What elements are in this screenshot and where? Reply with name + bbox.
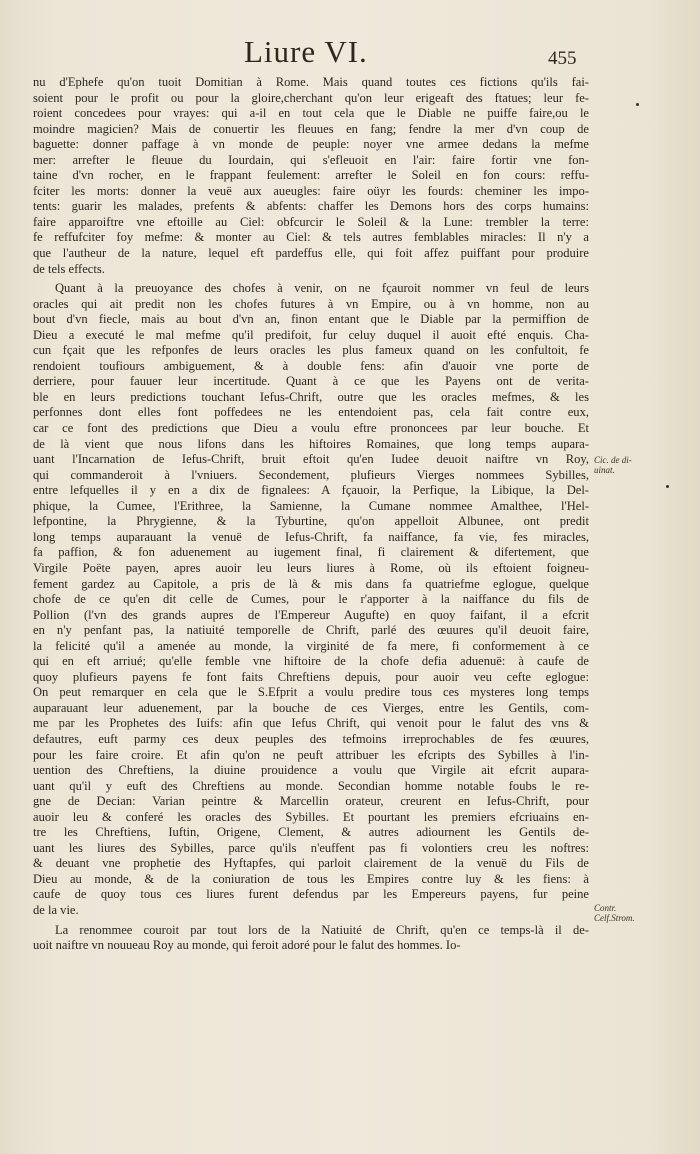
- margin-note-line: Cic. de di-: [594, 455, 632, 465]
- text-line: de là vient que nous lifons dans les hiftoires Romaines, que long temps aupara-: [33, 436, 589, 451]
- text-line: de la vie.: [33, 902, 79, 917]
- text-line: Virgile Poëte payen, apres auoir leu leurs liures à Rome, où ils eftoient foigneu-: [33, 560, 589, 575]
- margin-note-line: Celf.Strom.: [594, 913, 635, 923]
- text-line: cun fçait que les refponfes de leurs oracles les plus fameux quand on les confultoit, fe: [33, 343, 589, 358]
- text-line: fciter les morts: donner la veuë aux aueugles: faire oüyr les fourds: cheminer les impo-: [33, 183, 589, 198]
- text-line: pour les faire croire. Et afin qu'on ne peuft attribuer les efcripts des Sybilles à l'in-: [33, 747, 589, 762]
- text-line: roient concedees pour vrayes: qui a-il en tout cela que le Diable ne puiffe faire,ou le: [33, 106, 589, 121]
- text-line: baguette: donner paffage à vn monde de peuple: noyer vne armee dedans la mefme: [33, 137, 589, 152]
- text-line: car ce font des predictions que Dieu a voulu eftre prononcees par leur bouche. Et: [33, 421, 589, 436]
- text-line: moindre magicien? Mais de conuertir les fleuues en fang; fendre la mer d'vn coup de: [33, 121, 589, 136]
- text-line: oracles qui ait predit non les chofes futures à vn Empire, ou à vn homme, non au: [33, 296, 589, 311]
- text-line: gne de Decian: Varian peintre & Marcellin orateur, creurent en Iefus-Chrift, pour: [33, 794, 589, 809]
- text-line: la felicité qu'il a amenée au monde, la virginité de fa mere, fi conformement à ce: [33, 638, 589, 653]
- text-line: soient pour le profit ou pour la gloire,cherchant qu'on leur erigeaft des ftatues; leur fe-: [33, 90, 589, 105]
- paragraph: [33, 281, 589, 918]
- text-line: ble en leurs predictions touchant Iefus-Chrift, outre que les oracles mefmes, & les: [33, 389, 589, 404]
- text-line: defautres, euft parmy ces deux peuples des tefmoins irreprochables de fes œuures,: [33, 731, 589, 746]
- text-line: en n'y penfant pas, la natiuité temporelle de Chrift, parlé des œuures qu'il deuoit faire,: [33, 623, 589, 638]
- text-line: On peut remarquer en cela que le S.Efprit a voulu predire tous ces mysteres long temps: [33, 685, 589, 700]
- text-line: tre les Chreftiens, Iuftin, Origene, Clement, & autres adiournent les Gentils de-: [33, 825, 589, 840]
- text-line: caufe de quoy tous ces liures furent defendus par les Empereurs payens, fur peine: [33, 887, 589, 902]
- text-line: que l'autheur de la nature, lequel eft pardeffus elle, qui foit affez puiffant pour produire: [33, 246, 589, 261]
- text-line: long temps auparauant la venuë de Iefus-Chrift, fa naiffance, fa vie, fes miracles,: [33, 529, 589, 544]
- text-line: perfonnes dont elles font poffedees ne les entendoient pas, cela fait contre eux,: [33, 405, 589, 420]
- text-line: uant qu'il y euft des Chreftiens au monde. Secondian homme notable foubs le re-: [33, 778, 589, 793]
- paragraph: [33, 75, 589, 277]
- text-line: uant les liures des Sybilles, parce qu'ils n'euffent pas fi volontiers creu les noftres:: [33, 840, 589, 855]
- paragraph: [33, 923, 589, 954]
- text-line: fe reffufciter foy mefme: & monter au Ciel: & tels autres femblables miracles: Il n'y a: [33, 230, 589, 245]
- text-line: La renommee couroit par tout lors de la Natiuité de Chrift, qu'en ce temps-là il de-: [55, 922, 589, 937]
- text-line: tents: guarir les malades, prefents & abfents: chaffer les Demons hors des corps humains:: [33, 199, 589, 214]
- margin-note-line: Contr.: [594, 903, 617, 913]
- text-line: fa paffion, & fon aduenement au iugement final, fi clairement & difertement, que: [33, 545, 589, 560]
- text-line: & deuant vne prophetie des Hyftapfes, qui parloit clairement de la venuë du Fils de: [33, 856, 589, 871]
- text-line: qui en eft arriué; qu'elle femble vne hiftoire de la chofe defia aduenuë: à caufe de: [33, 654, 589, 669]
- text-line: bout d'vn fiecle, mais au bout d'vn an, finon entant que le Diable par la permiffion de: [33, 312, 589, 327]
- text-line: uention des Chreftiens, la diuine prouidence a voulu que Virgile ait efcrit aupara-: [33, 763, 589, 778]
- margin-note-line: uinat.: [594, 465, 615, 475]
- ink-speck: [636, 103, 639, 106]
- text-line: chofe de ce qu'en dit celle de Cumes, pour le r'apporter à la naiffance du fils de: [33, 592, 589, 607]
- text-line: Quant à la preuoyance des chofes à venir, on ne fçauroit nommer vn feul de leurs: [55, 281, 589, 296]
- page-number: 455: [548, 48, 577, 69]
- text-line: phique, la Cumee, l'Erithree, la Samienne, la Cumane nommee Amalthee, l'Hel-: [33, 498, 589, 513]
- page-header: [0, 30, 700, 70]
- text-line: faire apparoiftre vne eftoille au Ciel: obfcurcir le Soleil & la Lune: trembler la terre:: [33, 214, 589, 229]
- text-line: fement gardez au Capitole, a pris de là & mis dans fa quatriefme eglogue, quelque: [33, 576, 589, 591]
- text-line: lefpontine, la Phrygienne, & la Tyburtine, qu'on appelloit Albunee, ont predit: [33, 514, 589, 529]
- text-line: derriere, pour fauuer leur incertitude. Quant à ce que les Payens ont de verita-: [33, 374, 589, 389]
- text-line: de tels effects.: [33, 261, 105, 276]
- text-line: taine d'vn rocher, en le frappant feulement: arrefter le Soleil en fon cours: reffu-: [33, 168, 589, 183]
- text-line: Dieu au monde, & de la coniuration de tous les Empires contre luy & les fiens: à: [33, 871, 589, 886]
- text-line: nu d'Ephefe qu'on tuoit Domitian à Rome. Mais quand toutes ces fictions qu'ils fai-: [33, 75, 589, 89]
- text-line: entre lefquelles il y en a dix de fignalees: A fçauoir, la Perfique, la Libique, la Del-: [33, 483, 589, 498]
- ink-speck: [666, 485, 669, 488]
- text-line: Dieu a executé le mal mefme qu'il predifoit, fur celuy duquel il auoit efté enquis. Cha-: [33, 327, 589, 342]
- text-line: auparauant leur aduenement, par la bouche de ces Vierges, entre les Gentils, com-: [33, 700, 589, 715]
- running-title: Liure VI.: [244, 34, 368, 69]
- body-text: [33, 75, 589, 954]
- text-line: uoit naiftre vn nouueau Roy au monde, qui feroit adoré pour le falut des hommes. Io-: [33, 938, 461, 953]
- text-line: mer: arrefter le fleuue du Iourdain, qui s'efleuoit en l'air: faire fortir vne fon-: [33, 152, 589, 167]
- text-line: quoy plufieurs payens fe font faits Chreftiens depuis, pour auoir veu cefte eglogue:: [33, 669, 589, 684]
- text-line: rendoient toufiours ambiguement, & à double fens: afin d'auoir vne porte de: [33, 358, 589, 373]
- margin-note-celsus: [594, 903, 635, 923]
- text-line: auoir leu & conferé les oracles des Sybilles. Et pourtant les premiers efcriuains en-: [33, 809, 589, 824]
- text-line: uant l'Incarnation de Iefus-Chrift, bruit eftoit qu'en Iudee deuoit naiftre vn Roy,: [33, 452, 589, 467]
- text-line: Pollion (l'vn des grands aupres de l'Empereur Augufte) en quoy faifant, il a efcrit: [33, 607, 589, 622]
- text-line: me par les Prophetes des Iuifs: afin que Iefus Chrift, qui venoit pour le falut des vns &: [33, 716, 589, 731]
- text-line: qui commanderoit à l'vniuers. Secondement, plufieurs Vierges nommees Sybilles,: [33, 467, 589, 482]
- margin-note-cicero: [594, 455, 632, 475]
